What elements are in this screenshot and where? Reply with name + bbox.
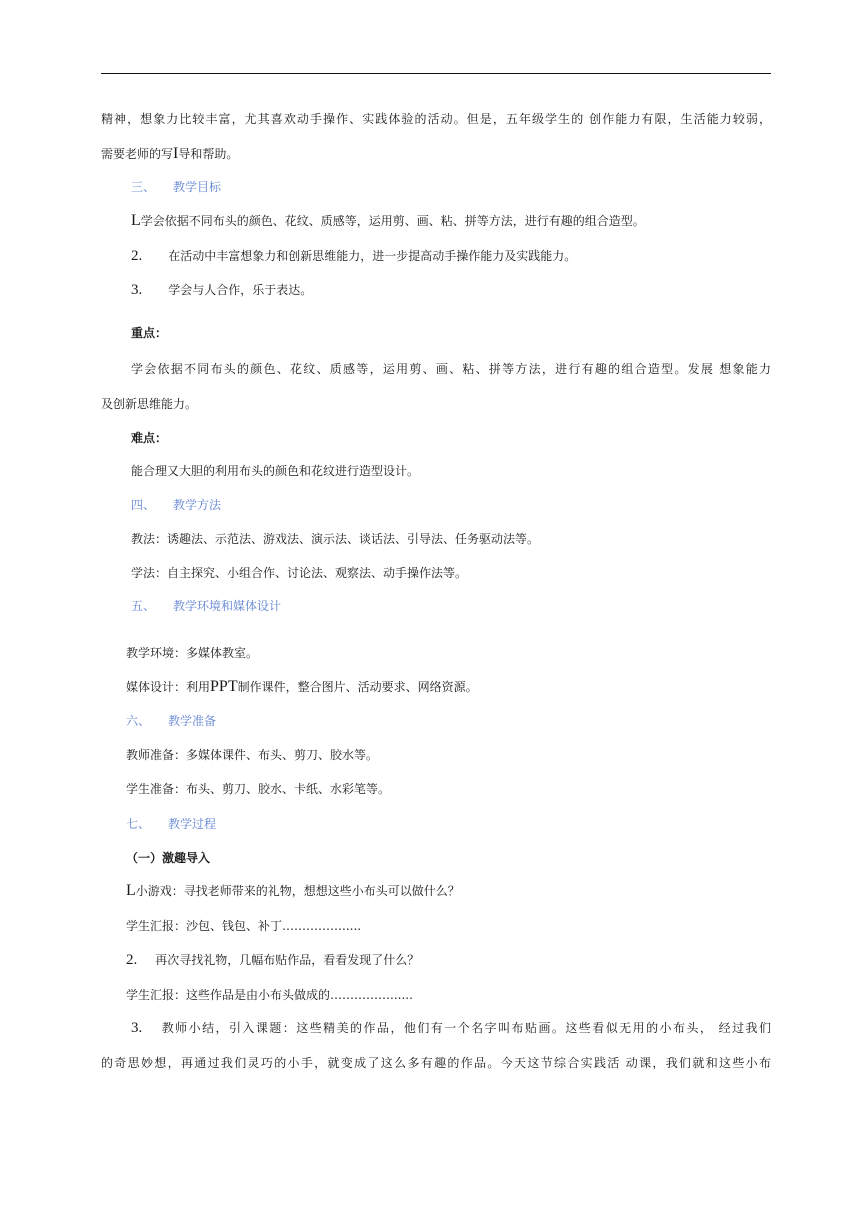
section-heading-3: 三、 教学目标 <box>131 180 222 194</box>
paragraph-line: 学生汇报：这些作品是由小布头做成的……………...... <box>126 988 413 1002</box>
paragraph-line: 精神，想象力比较丰富，尤其喜欢动手操作、实践体验的活动。但是，五年级学生的 创作能力有限，生活能力较弱， <box>101 112 771 126</box>
subsection-heading: （一）激趣导入 <box>126 851 211 865</box>
section-heading-7: 七、 教学过程 <box>126 817 217 831</box>
difficulty-label: 难点： <box>131 431 168 445</box>
header-rule <box>101 73 771 74</box>
goal-item-3: 3. 学会与人合作，乐于表达。 <box>131 282 313 298</box>
goal-item-1: L学会依据不同布头的颜色、花纹、质感等，运用剪、画、粘、拼等方法，进行有趣的组合造型。 <box>131 212 645 229</box>
paragraph-line: 需要老师的写I导和帮助。 <box>101 145 239 162</box>
key-points-label: 重点： <box>131 326 168 340</box>
paragraph-line: 学会依据不同布头的颜色、花纹、质感等，运用剪、画、粘、拼等方法，进行有趣的组合造型。发展 想象能力 <box>131 362 771 376</box>
paragraph-line: 教学环境：多媒体教室。 <box>126 646 259 660</box>
process-item-1: L小游戏：寻找老师带来的礼物，想想这些小布头可以做什么？ <box>126 882 460 899</box>
paragraph-line: 教法：诱趣法、示范法、游戏法、演示法、谈话法、引导法、任务驱动法等。 <box>131 532 540 546</box>
paragraph-line: 媒体设计：利用PPT制作课件，整合图片、活动要求、网络资源。 <box>126 678 478 695</box>
section-heading-6: 六、 教学准备 <box>126 714 217 728</box>
paragraph-line: 学法：自主探究、小组合作、讨论法、观察法、动手操作法等。 <box>131 566 468 580</box>
paragraph-line: 的奇思妙想，再通过我们灵巧的小手，就变成了这么多有趣的作品。今天这节综合实践活 动课，我们就和这些小布 <box>101 1056 771 1070</box>
process-item-2: 2. 再次寻找礼物，几幅布贴作品，看看发现了什么？ <box>126 952 420 968</box>
section-heading-4: 四、 教学方法 <box>131 498 222 512</box>
paragraph-line: 教师准备：多媒体课件、布头、剪刀、胶水等。 <box>126 748 379 762</box>
paragraph-line: 及创新思维能力。 <box>101 397 198 411</box>
process-item-3: 3. 教师小结，引入课题：这些精美的作品，他们有一个名字叫布贴画。这些看似无用的小布头， 经过我们 <box>131 1020 771 1036</box>
paragraph-line: 学生准备：布头、剪刀、胶水、卡纸、水彩笔等。 <box>126 782 391 796</box>
paragraph-line: 能合理又大胆的利用布头的颜色和花纹进行造型设计。 <box>131 464 420 478</box>
section-heading-5: 五、 教学环境和媒体设计 <box>131 599 282 613</box>
paragraph-line: 学生汇报：沙包、钱包、补丁……………..... <box>126 919 362 933</box>
goal-item-2: 2. 在活动中丰富想象力和创新思维能力，进一步提高动手操作能力及实践能力。 <box>131 248 577 264</box>
